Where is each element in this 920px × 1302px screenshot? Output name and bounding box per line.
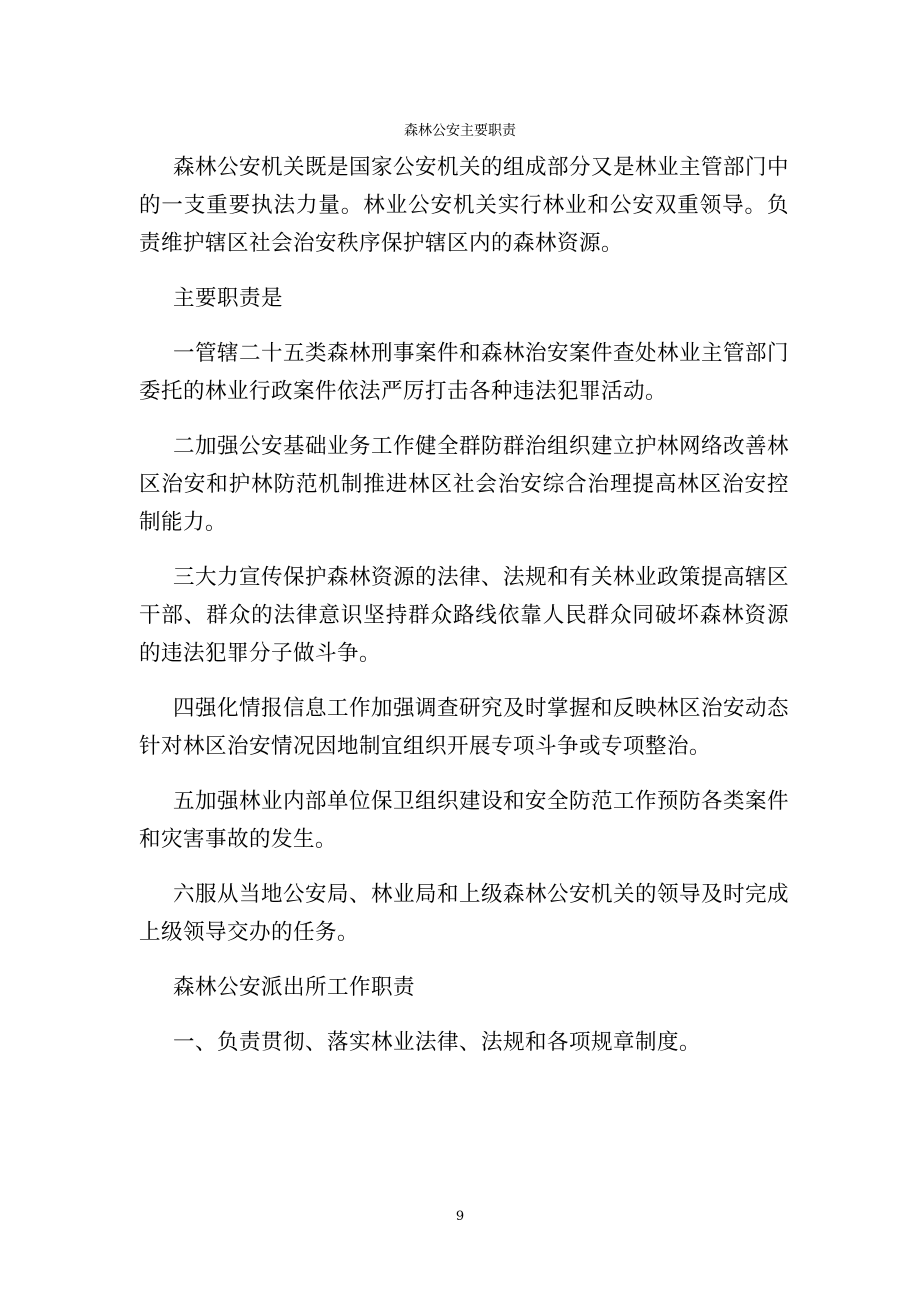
page-header: 森林公安主要职责 (404, 123, 516, 139)
paragraph-duty-2: 二加强公安基础业务工作健全群防群治组织建立护林网络改善林区治安和护林防范机制推进林区社会治安综合治理提高林区治安控制能力。 (139, 434, 790, 535)
paragraph-duty-4: 四强化情报信息工作加强调查研究及时掌握和反映林区治安动态针对林区治安情况因地制宜组织开展专项斗争或专项整治。 (139, 696, 790, 759)
paragraph-duty-6: 六服从当地公安局、林业局和上级森林公安机关的领导及时完成上级领导交办的任务。 (139, 882, 790, 945)
body-text (139, 149, 789, 1079)
paragraph-station-heading: 森林公安派出所工作职责 (173, 975, 416, 1000)
paragraph-intro: 森林公安机关既是国家公安机关的组成部分又是林业主管部门中的一支重要执法力量。林业公安机关实行林业和公安双重领导。负责维护辖区社会治安秩序保护辖区内的森林资源。 (139, 155, 790, 256)
page-number: 9 (455, 1209, 465, 1224)
paragraph-station-duty-1: 一、负责贯彻、落实林业法律、法规和各项规章制度。 (173, 1030, 702, 1055)
paragraph-duty-5: 五加强林业内部单位保卫组织建设和安全防范工作预防各类案件和灾害事故的发生。 (139, 789, 790, 852)
paragraph-main-duties-heading: 主要职责是 (173, 286, 284, 311)
paragraph-duty-3: 三大力宣传保护森林资源的法律、法规和有关林业政策提高辖区干部、群众的法律意识坚持群众路线依靠人民群众同破坏森林资源的违法犯罪分子做斗争。 (139, 565, 790, 666)
paragraph-duty-1: 一管辖二十五类森林刑事案件和森林治安案件查处林业主管部门委托的林业行政案件依法严厉打击各种违法犯罪活动。 (139, 341, 790, 404)
